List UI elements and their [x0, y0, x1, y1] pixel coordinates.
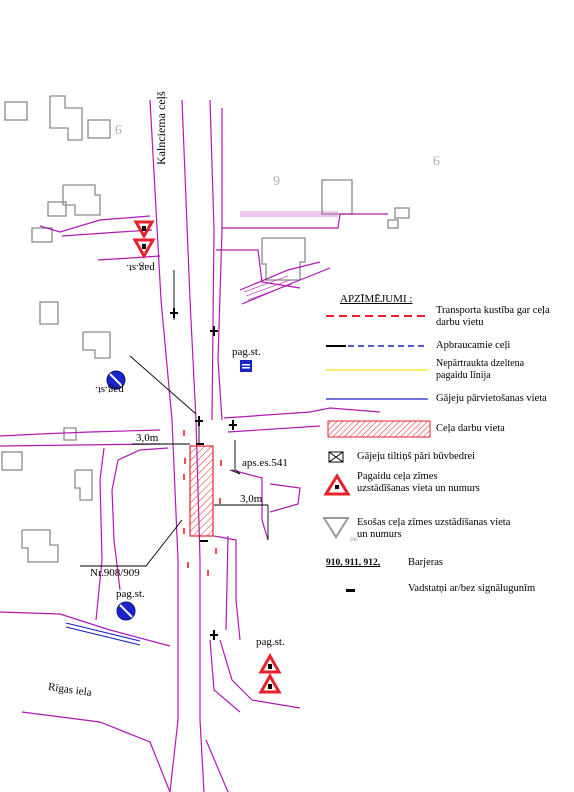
house-number-1: 9 — [115, 121, 122, 136]
legend-item-detour: Apbraucamie ceļi — [436, 340, 511, 351]
stop-label-top-left: pag.st. — [126, 262, 155, 274]
sign-pair-bottom — [261, 656, 279, 692]
legend-item-post: Vadstatņi ar/bez signālugunīm — [408, 583, 536, 594]
legend-title: APZĪMĒJUMI : — [340, 293, 413, 305]
dimension-label-left: 3,0m — [136, 432, 159, 444]
pedestrian-path — [66, 623, 140, 645]
legend-item-temp-sign: Pagaidu ceļa zīmes uzstādīšanas vieta un numurs — [357, 471, 480, 494]
bus-stop-sign-bottom — [117, 602, 135, 620]
dimension-label-right: 3,0m — [240, 493, 263, 505]
bus-stop-sign-right — [240, 360, 252, 372]
stop-label-mid-left: pag.st. — [95, 384, 124, 396]
sign-pair-top — [135, 222, 153, 256]
stop-label-bottom-left: pag.st. — [116, 588, 145, 600]
legend-item-pedestrian: Gājeju pārvietošanas vieta — [436, 393, 547, 404]
barrier-ref-label: Nr.908/909 — [90, 567, 140, 579]
svg-text:206: 206 — [350, 538, 358, 543]
house-number-2: 6 — [273, 172, 280, 187]
legend-item-barrier-codes: 910, 911, 912, — [326, 558, 381, 568]
house-number-3: 9 — [433, 152, 440, 167]
house-ref-label: aps.es.541 — [242, 457, 288, 469]
legend-item-yellow-line: Nepārtraukta dzeltena pagaidu līnija — [436, 358, 525, 381]
stop-label-right: pag.st. — [232, 346, 261, 358]
legend-item-existing-sign: Esošas ceļa zīmes uzstādīšanas vieta un numurs — [357, 517, 511, 540]
legend-item-barrier: Barjeras — [408, 557, 443, 568]
legend-item-traffic: Transporta kustība gar ceļa darbu vietu — [436, 305, 550, 328]
street-label-rigas: Rīgas iela — [47, 681, 93, 699]
street-label-kalnciema: Kalnciema ceļš — [154, 91, 168, 165]
work-zone — [190, 446, 213, 536]
legend-item-work-zone: Ceļa darbu vieta — [436, 423, 505, 434]
legend-item-footbridge: Gājeju tiltiņš pāri būvbedrei — [357, 451, 476, 462]
stop-label-bottom-right: pag.st. — [256, 636, 285, 648]
